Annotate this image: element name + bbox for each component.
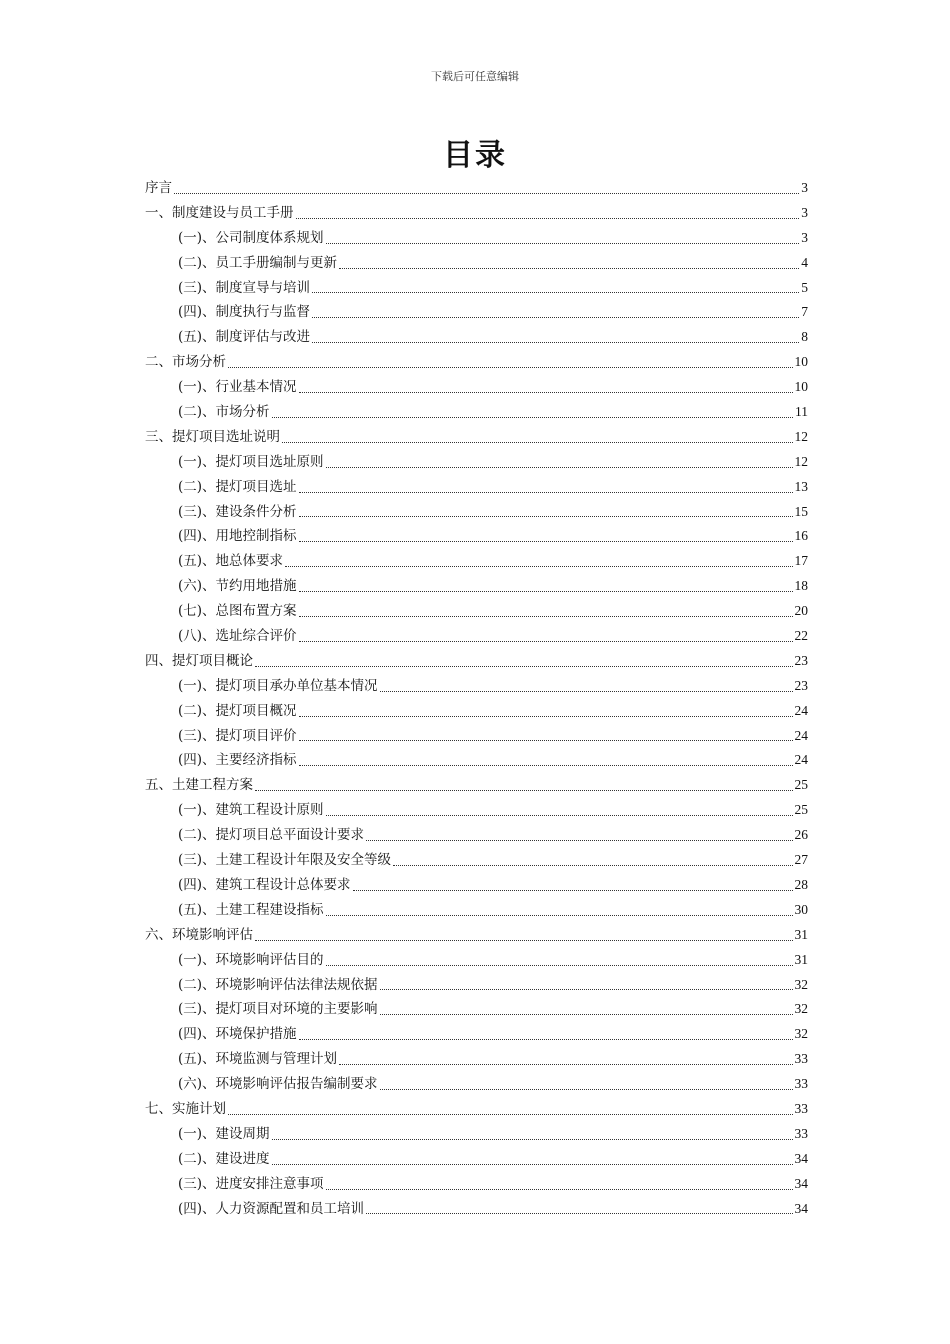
toc-entry-text: (三)、建设条件分析 bbox=[178, 503, 297, 520]
dot-leader bbox=[255, 789, 793, 791]
toc-entry-page: 3 bbox=[801, 229, 808, 245]
dot-leader bbox=[366, 1212, 792, 1214]
dot-leader bbox=[380, 1013, 793, 1015]
toc-entry-text: (一)、提灯项目承办单位基本情况 bbox=[178, 677, 378, 694]
dot-leader bbox=[326, 466, 793, 468]
toc-entry[interactable] bbox=[145, 848, 808, 873]
toc-entry-page: 16 bbox=[794, 528, 808, 544]
toc-entry[interactable] bbox=[145, 500, 808, 525]
toc-entry-text: 二、市场分析 bbox=[145, 354, 226, 371]
toc-entry[interactable] bbox=[145, 773, 808, 798]
toc-entry-page: 13 bbox=[794, 478, 808, 494]
toc-entry[interactable] bbox=[145, 300, 808, 325]
toc-entry-text: (二)、环境影响评估法律法规依据 bbox=[178, 976, 378, 993]
toc-entry[interactable] bbox=[145, 1197, 808, 1222]
toc-entry-page: 26 bbox=[794, 827, 808, 843]
toc-entry-text: (一)、建筑工程设计原则 bbox=[178, 802, 324, 819]
header-note: 下载后可任意编辑 bbox=[431, 70, 519, 83]
dot-leader bbox=[299, 715, 793, 717]
toc-entry-text: (四)、用地控制指标 bbox=[178, 528, 297, 545]
toc-entry[interactable] bbox=[145, 724, 808, 749]
toc-entry-text: (四)、环境保护措施 bbox=[178, 1026, 297, 1043]
dot-leader bbox=[299, 615, 793, 617]
toc-entry-text: (二)、建设进度 bbox=[178, 1150, 270, 1167]
dot-leader bbox=[353, 889, 793, 891]
toc-entry-page: 31 bbox=[794, 926, 808, 942]
toc-entry[interactable] bbox=[145, 375, 808, 400]
toc-entry[interactable] bbox=[145, 1047, 808, 1072]
toc-entry[interactable] bbox=[145, 524, 808, 549]
toc-entry-page: 7 bbox=[801, 304, 808, 320]
dot-leader bbox=[326, 914, 793, 916]
toc-entry[interactable] bbox=[145, 798, 808, 823]
dot-leader bbox=[380, 988, 793, 990]
dot-leader bbox=[299, 590, 793, 592]
toc-entry[interactable] bbox=[145, 549, 808, 574]
toc-entry[interactable] bbox=[145, 325, 808, 350]
toc-entry-page: 28 bbox=[794, 876, 808, 892]
dot-leader bbox=[326, 964, 793, 966]
dot-leader bbox=[312, 341, 799, 343]
dot-leader bbox=[228, 366, 793, 368]
toc-entry[interactable] bbox=[145, 1147, 808, 1172]
toc-entry-text: (三)、制度宣导与培训 bbox=[178, 279, 311, 296]
toc-entry[interactable] bbox=[145, 574, 808, 599]
toc-entry[interactable] bbox=[145, 475, 808, 500]
toc-entry-page: 17 bbox=[794, 553, 808, 569]
dot-leader bbox=[299, 1038, 793, 1040]
toc-entry-page: 3 bbox=[801, 204, 808, 220]
dot-leader bbox=[272, 416, 793, 418]
toc-entry[interactable] bbox=[145, 973, 808, 998]
toc-entry-page: 34 bbox=[794, 1150, 808, 1166]
toc-entry-page: 32 bbox=[794, 976, 808, 992]
dot-leader bbox=[299, 515, 793, 517]
toc-entry[interactable] bbox=[145, 350, 808, 375]
toc-entry[interactable] bbox=[145, 450, 808, 475]
toc-entry-page: 32 bbox=[794, 1001, 808, 1017]
toc-entry-page: 27 bbox=[794, 852, 808, 868]
dot-leader bbox=[272, 1138, 793, 1140]
dot-leader bbox=[339, 1063, 792, 1065]
toc-entry-page: 24 bbox=[794, 727, 808, 743]
dot-leader bbox=[282, 441, 793, 443]
toc-entry-page: 33 bbox=[794, 1125, 808, 1141]
dot-leader bbox=[272, 1163, 793, 1165]
toc-entry[interactable] bbox=[145, 1097, 808, 1122]
toc-entry-page: 10 bbox=[794, 379, 808, 395]
toc-entry-text: 序言 bbox=[145, 180, 172, 196]
toc-entry[interactable] bbox=[145, 599, 808, 624]
dot-leader bbox=[312, 316, 799, 318]
toc-entry-page: 23 bbox=[794, 677, 808, 693]
dot-leader bbox=[296, 217, 800, 219]
toc-entry[interactable] bbox=[145, 649, 808, 674]
dot-leader bbox=[299, 764, 793, 766]
toc-entry-page: 11 bbox=[795, 404, 808, 420]
toc-entry-page: 31 bbox=[794, 951, 808, 967]
toc-entry-text: 七、实施计划 bbox=[145, 1100, 226, 1117]
dot-leader bbox=[339, 267, 799, 269]
toc-entry-page: 34 bbox=[794, 1200, 808, 1216]
toc-entry-text: (七)、总图布置方案 bbox=[178, 603, 297, 620]
toc-entry[interactable] bbox=[145, 997, 808, 1022]
toc-entry-text: (五)、地总体要求 bbox=[178, 553, 284, 570]
toc-entry[interactable] bbox=[145, 898, 808, 923]
toc-entry-text: (一)、建设周期 bbox=[178, 1125, 270, 1142]
toc-entry-page: 15 bbox=[794, 503, 808, 519]
toc-entry[interactable] bbox=[145, 923, 808, 948]
toc-entry[interactable] bbox=[145, 699, 808, 724]
dot-leader bbox=[299, 640, 793, 642]
toc-entry-page: 5 bbox=[801, 279, 808, 295]
toc-entry[interactable] bbox=[145, 674, 808, 699]
dot-leader bbox=[174, 192, 799, 194]
toc-entry[interactable] bbox=[145, 400, 808, 425]
dot-leader bbox=[380, 690, 793, 692]
toc-entry[interactable] bbox=[145, 425, 808, 450]
toc-entry-text: (三)、提灯项目对环境的主要影响 bbox=[178, 1001, 378, 1018]
toc-entry-text: (五)、环境监测与管理计划 bbox=[178, 1051, 338, 1068]
toc-entry[interactable] bbox=[145, 1072, 808, 1097]
toc-entry-page: 33 bbox=[794, 1051, 808, 1067]
toc-entry-text: (四)、建筑工程设计总体要求 bbox=[178, 876, 351, 893]
toc-title: 目录 bbox=[443, 138, 507, 173]
dot-leader bbox=[299, 491, 793, 493]
toc-entry[interactable] bbox=[145, 624, 808, 649]
toc-entry-page: 8 bbox=[801, 329, 808, 345]
toc-entry-text: (四)、制度执行与监督 bbox=[178, 304, 311, 321]
dot-leader bbox=[326, 242, 800, 244]
toc-entry-text: (四)、人力资源配置和员工培训 bbox=[178, 1200, 365, 1217]
toc-entry-text: 四、提灯项目概论 bbox=[145, 652, 253, 669]
dot-leader bbox=[299, 739, 793, 741]
toc-entry-text: (二)、提灯项目选址 bbox=[178, 478, 297, 495]
toc-entry-text: (一)、提灯项目选址原则 bbox=[178, 453, 324, 470]
table-of-contents bbox=[145, 176, 808, 1221]
toc-entry-text: (五)、土建工程建设指标 bbox=[178, 901, 324, 918]
toc-entry[interactable] bbox=[145, 226, 808, 251]
toc-entry[interactable] bbox=[145, 251, 808, 276]
toc-entry-page: 24 bbox=[794, 752, 808, 768]
toc-entry[interactable] bbox=[145, 948, 808, 973]
toc-entry-text: (六)、节约用地措施 bbox=[178, 578, 297, 595]
toc-entry-page: 20 bbox=[794, 603, 808, 619]
toc-entry-page: 10 bbox=[794, 354, 808, 370]
toc-entry-page: 12 bbox=[794, 453, 808, 469]
dot-leader bbox=[312, 291, 799, 293]
dot-leader bbox=[299, 540, 793, 542]
toc-entry-text: (四)、主要经济指标 bbox=[178, 752, 297, 769]
toc-entry-text: (八)、选址综合评价 bbox=[178, 628, 297, 645]
toc-entry[interactable] bbox=[145, 201, 808, 226]
toc-entry-text: (二)、提灯项目概况 bbox=[178, 702, 297, 719]
dot-leader bbox=[285, 565, 792, 567]
toc-entry-text: (一)、行业基本情况 bbox=[178, 379, 297, 396]
toc-entry-page: 33 bbox=[794, 1076, 808, 1092]
toc-entry-text: (三)、进度安排注意事项 bbox=[178, 1175, 324, 1192]
toc-entry[interactable] bbox=[145, 873, 808, 898]
toc-entry-page: 24 bbox=[794, 702, 808, 718]
dot-leader bbox=[366, 839, 792, 841]
dot-leader bbox=[255, 939, 793, 941]
toc-entry-text: (五)、制度评估与改进 bbox=[178, 329, 311, 346]
toc-entry[interactable] bbox=[145, 1172, 808, 1197]
toc-entry-page: 23 bbox=[794, 652, 808, 668]
toc-entry[interactable] bbox=[145, 823, 808, 848]
toc-entry-text: (一)、公司制度体系规划 bbox=[178, 229, 324, 246]
toc-entry-page: 3 bbox=[801, 180, 808, 195]
toc-entry-page: 25 bbox=[794, 802, 808, 818]
toc-entry-page: 22 bbox=[794, 628, 808, 644]
toc-entry[interactable] bbox=[145, 1122, 808, 1147]
toc-entry-page: 18 bbox=[794, 578, 808, 594]
toc-entry-page: 33 bbox=[794, 1100, 808, 1116]
dot-leader bbox=[299, 391, 793, 393]
toc-entry[interactable] bbox=[145, 1022, 808, 1047]
toc-entry-text: (三)、土建工程设计年限及安全等级 bbox=[178, 852, 392, 869]
toc-entry-page: 32 bbox=[794, 1026, 808, 1042]
toc-entry-text: (一)、环境影响评估目的 bbox=[178, 951, 324, 968]
toc-entry-page: 25 bbox=[794, 777, 808, 793]
toc-entry[interactable] bbox=[145, 176, 808, 201]
toc-entry-text: (三)、提灯项目评价 bbox=[178, 727, 297, 744]
toc-entry[interactable] bbox=[145, 748, 808, 773]
toc-entry-text: 一、制度建设与员工手册 bbox=[145, 204, 294, 221]
dot-leader bbox=[255, 665, 793, 667]
dot-leader bbox=[326, 814, 793, 816]
toc-entry-page: 12 bbox=[794, 428, 808, 444]
toc-entry-text: (二)、员工手册编制与更新 bbox=[178, 254, 338, 271]
dot-leader bbox=[380, 1088, 793, 1090]
toc-entry-text: (二)、提灯项目总平面设计要求 bbox=[178, 827, 365, 844]
toc-entry-page: 34 bbox=[794, 1175, 808, 1191]
toc-entry-text: (二)、市场分析 bbox=[178, 404, 270, 421]
toc-entry-text: 三、提灯项目选址说明 bbox=[145, 428, 280, 445]
dot-leader bbox=[326, 1188, 793, 1190]
toc-entry-text: 六、环境影响评估 bbox=[145, 926, 253, 943]
toc-entry-page: 30 bbox=[794, 901, 808, 917]
dot-leader bbox=[228, 1113, 793, 1115]
toc-entry-page: 4 bbox=[801, 254, 808, 270]
toc-entry-text: (六)、环境影响评估报告编制要求 bbox=[178, 1076, 378, 1093]
toc-entry[interactable] bbox=[145, 276, 808, 301]
toc-entry-text: 五、土建工程方案 bbox=[145, 777, 253, 794]
dot-leader bbox=[393, 864, 792, 866]
